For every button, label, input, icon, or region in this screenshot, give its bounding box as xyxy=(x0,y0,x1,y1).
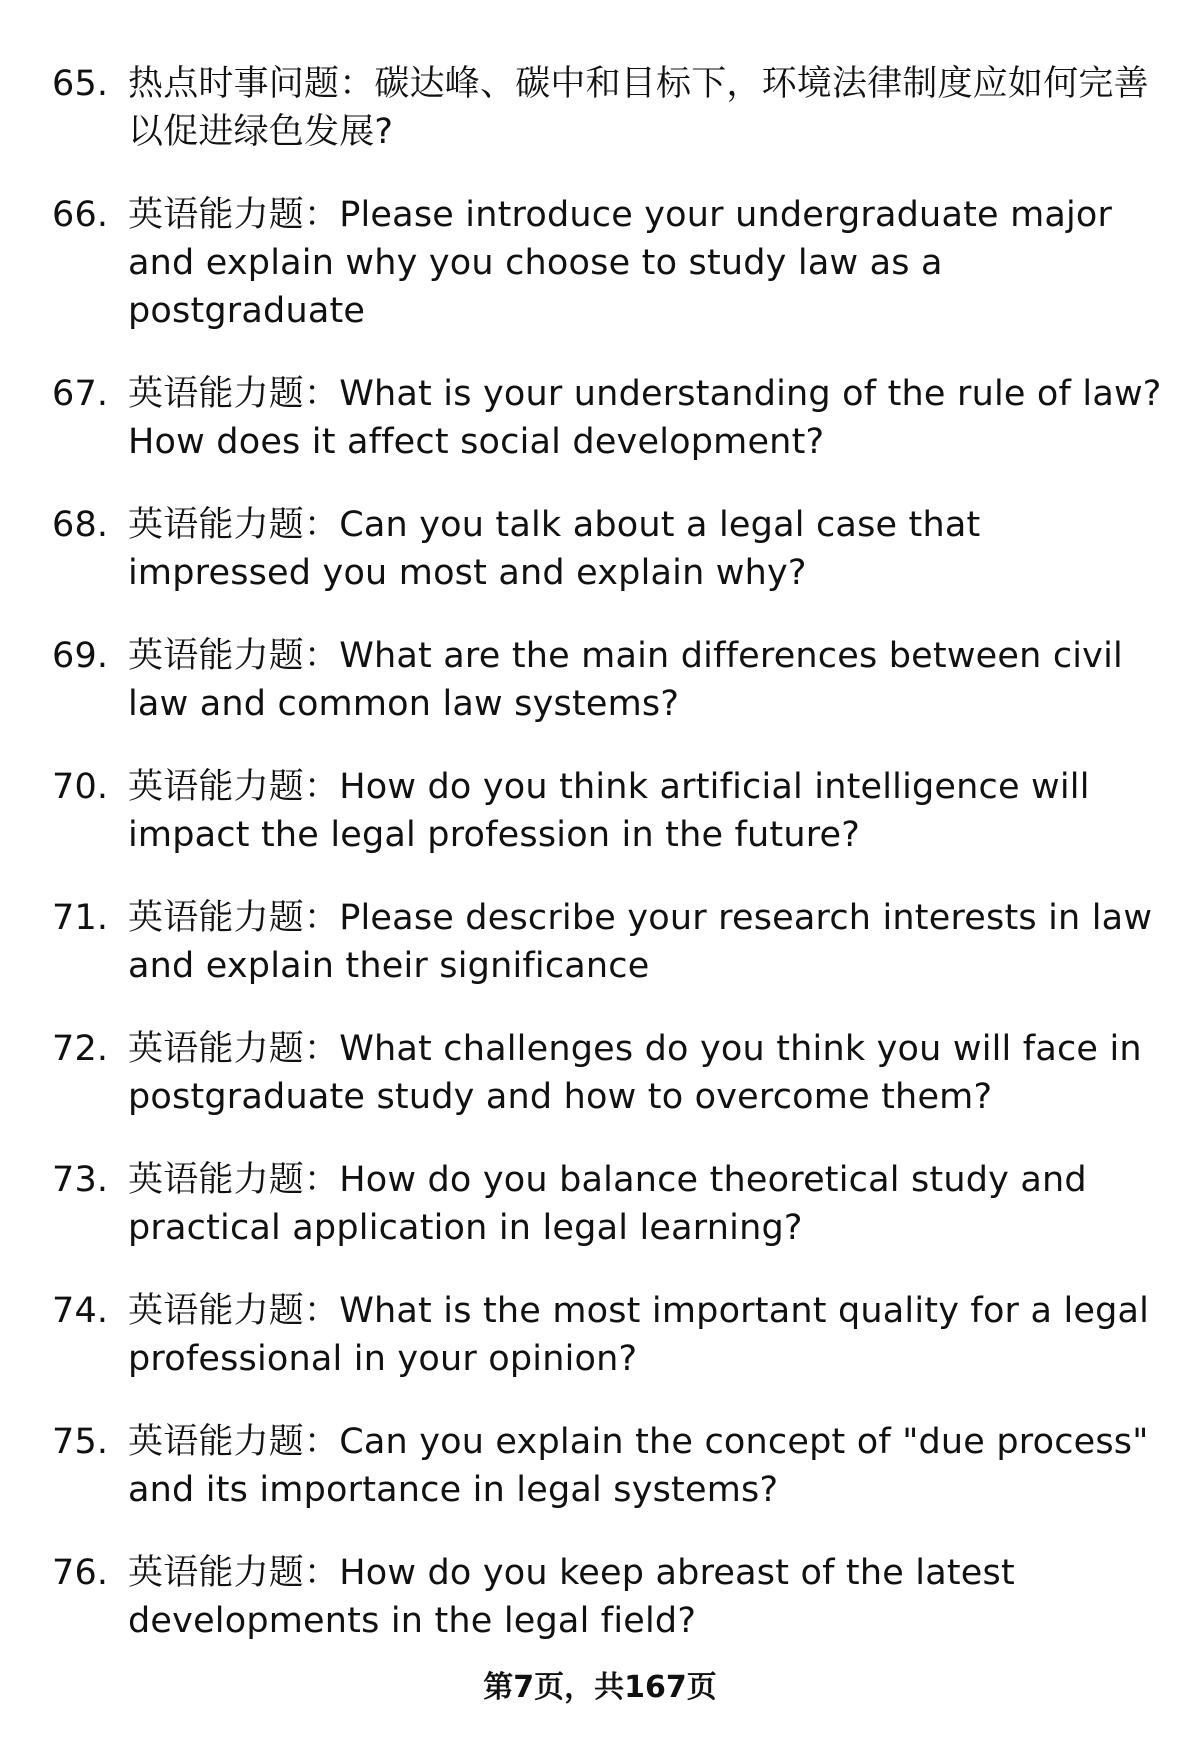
question-number: 75. xyxy=(52,1422,109,1462)
question-item xyxy=(52,1287,1162,1383)
question-number: 72. xyxy=(52,1029,109,1069)
question-category: 英语能力题： xyxy=(128,636,340,676)
question-number: 69. xyxy=(52,636,109,676)
question-category: 英语能力题： xyxy=(128,1160,340,1200)
question-number: 66. xyxy=(52,195,109,235)
question-item xyxy=(52,501,1162,597)
question-category: 英语能力题： xyxy=(128,1553,340,1593)
question-number: 71. xyxy=(52,898,109,938)
question-text: What challenges do you think you will face in postgraduate study and how to overcome them? xyxy=(128,1029,1142,1117)
question-text: What are the main differences between civil law and common law systems? xyxy=(128,636,1123,724)
question-text: Please introduce your undergraduate major and explain why you choose to study law as a postgraduate xyxy=(128,195,1113,331)
question-item xyxy=(52,370,1162,466)
question-number: 65. xyxy=(52,64,109,104)
question-text: Can you explain the concept of "due process" and its importance in legal systems? xyxy=(128,1422,1149,1510)
question-category: 英语能力题： xyxy=(128,195,340,235)
question-text: How do you keep abreast of the latest developments in the legal field? xyxy=(128,1553,1015,1641)
question-number: 74. xyxy=(52,1291,109,1331)
question-item xyxy=(52,60,1162,156)
question-item xyxy=(52,191,1162,335)
question-category: 英语能力题： xyxy=(128,1291,340,1331)
question-number: 67. xyxy=(52,374,109,414)
question-item xyxy=(52,1156,1162,1252)
question-number: 68. xyxy=(52,505,109,545)
question-number: 76. xyxy=(52,1553,109,1593)
question-text: Please describe your research interests in law and explain their significance xyxy=(128,898,1153,986)
question-item xyxy=(52,1549,1162,1645)
question-item xyxy=(52,1418,1162,1514)
question-item xyxy=(52,763,1162,859)
question-category: 英语能力题： xyxy=(128,374,340,414)
question-category: 英语能力题： xyxy=(128,505,340,545)
question-text: How do you think artificial intelligence will impact the legal profession in the future? xyxy=(128,767,1090,855)
question-category: 英语能力题： xyxy=(128,1422,340,1462)
question-item xyxy=(52,1025,1162,1121)
question-text: 碳达峰、碳中和目标下，环境法律制度应如何完善以促进绿色发展? xyxy=(128,64,1149,152)
page-number-footer: 第7页，共167页 xyxy=(483,1670,717,1705)
question-item xyxy=(52,632,1162,728)
question-category: 英语能力题： xyxy=(128,898,340,938)
question-category: 热点时事问题： xyxy=(128,64,375,104)
question-category: 英语能力题： xyxy=(128,767,340,807)
question-text: What is the most important quality for a legal professional in your opinion? xyxy=(128,1291,1150,1379)
question-category: 英语能力题： xyxy=(128,1029,340,1069)
question-list xyxy=(52,60,1162,1680)
question-text: What is your understanding of the rule of law? How does it affect social development? xyxy=(128,374,1162,462)
question-text: How do you balance theoretical study and practical application in legal learning? xyxy=(128,1160,1087,1248)
question-number: 70. xyxy=(52,767,109,807)
question-number: 73. xyxy=(52,1160,109,1200)
question-item xyxy=(52,894,1162,990)
question-text: Can you talk about a legal case that impressed you most and explain why? xyxy=(128,505,981,593)
